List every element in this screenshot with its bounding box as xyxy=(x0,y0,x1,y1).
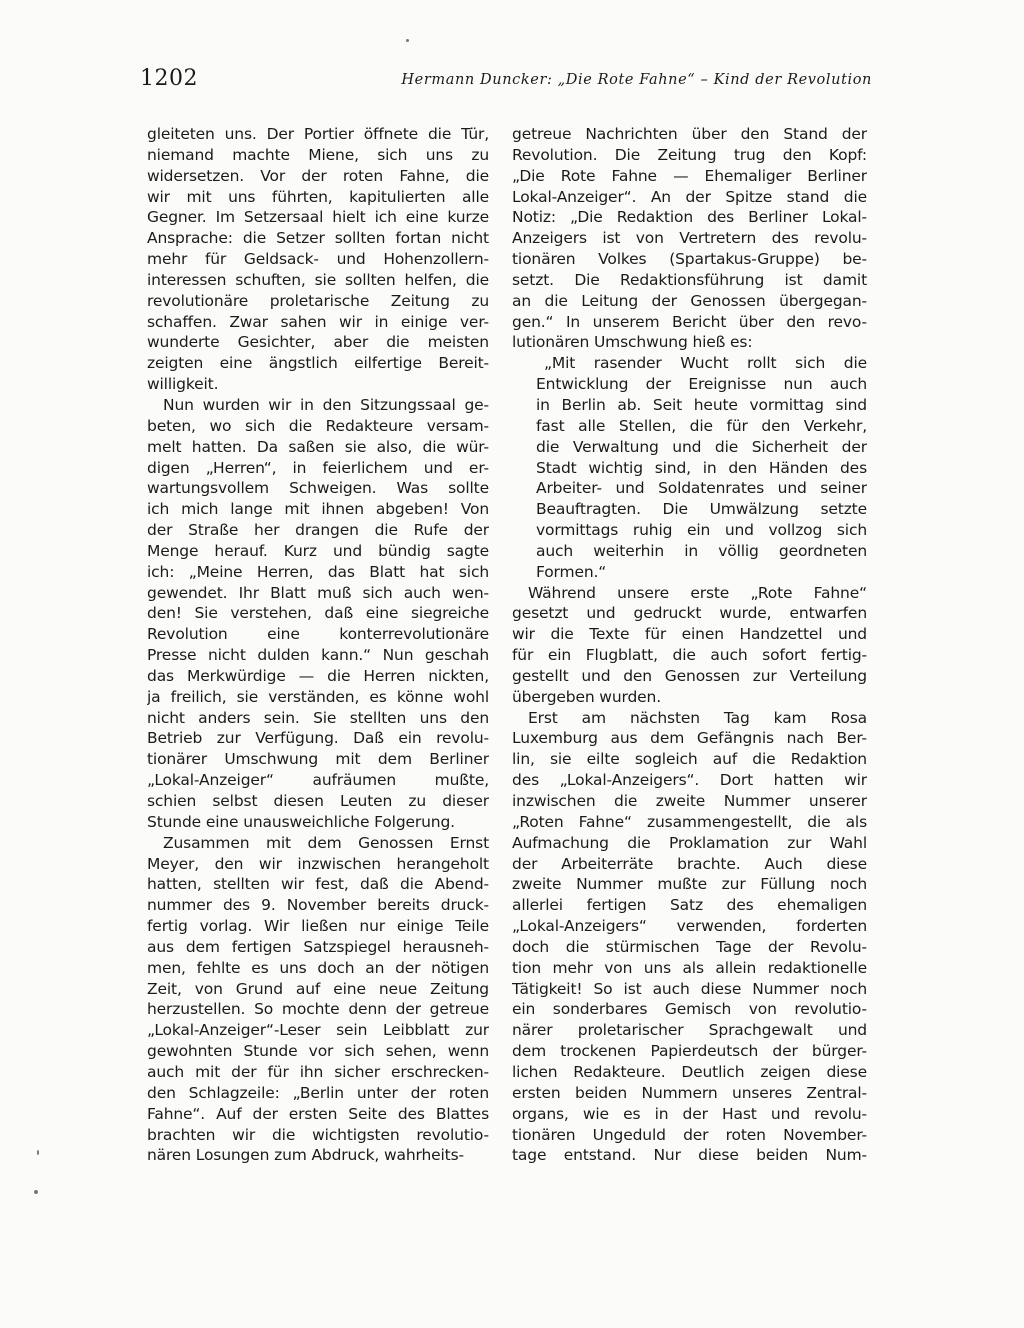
text-line: Während unsere erste „Rote Fahne“ xyxy=(528,583,867,602)
text-line: getreue Nachrichten über den Stand der xyxy=(512,125,867,143)
text-line: revolutionäre proletarische Zeitung zu xyxy=(147,291,489,310)
text-line: herzustellen. So mochte denn der getreue xyxy=(147,1000,489,1019)
text-line: des „Lokal-Anzeigers“. Dort hatten wir xyxy=(512,771,867,790)
text-line: schien selbst diesen Leuten zu dieser xyxy=(147,792,489,810)
text-line: in Berlin ab. Seit heute vormittag sind xyxy=(536,395,867,414)
text-line: widersetzen. Vor der roten Fahne, die xyxy=(147,166,489,185)
text-line: Anzeigers ist von Vertretern des revolu- xyxy=(512,229,867,248)
text-line: hatten, stellten wir fest, daß die Abend- xyxy=(147,875,489,894)
text-line: inzwischen die zweite Nummer unserer xyxy=(512,792,867,810)
page-number: 1202 xyxy=(140,66,198,91)
text-line: lin, sie eilte sogleich auf die Redaktion xyxy=(512,750,867,769)
text-line: setzt. Die Redaktionsführung ist damit xyxy=(512,270,867,289)
text-line: Revolution. Die Zeitung trug den Kopf: xyxy=(512,145,867,164)
text-line: nären Losungen zum Abdruck, wahrheits- xyxy=(147,1146,464,1165)
text-line: Revolution eine konterrevolutionäre xyxy=(147,625,489,644)
text-line: allerlei fertigen Satz des ehemaligen xyxy=(512,896,867,915)
text-line: ein sonderbares Gemisch von revolutio- xyxy=(512,1000,867,1019)
text-line: gewohnten Stunde vor sich sehen, wenn xyxy=(147,1042,489,1061)
scan-speck xyxy=(37,1150,39,1155)
text-line: „Lokal-Anzeiger“-Leser sein Leibblatt zur xyxy=(147,1021,489,1040)
text-line: der Straße her drangen die Rufe der xyxy=(147,521,489,540)
text-line: nummer des 9. November bereits druck- xyxy=(147,896,489,915)
text-line: Nun wurden wir in den Sitzungssaal ge- xyxy=(163,395,489,414)
text-line: ich mich lange mit ihnen abgeben! Von xyxy=(147,500,489,519)
text-line: interessen schuften, sie sollten helfen, die xyxy=(147,270,489,289)
text-column-left xyxy=(147,124,489,1166)
text-line: ja freilich, sie verständen, es könne wohl xyxy=(147,687,489,706)
text-line: mehr für Geldsack- und Hohenzollern- xyxy=(147,250,489,269)
text-line: schaffen. Zwar sahen wir in einige ver- xyxy=(147,312,489,331)
text-line: Stunde eine unausweichliche Folgerung. xyxy=(147,812,455,831)
text-line: fast alle Stellen, die für den Verkehr, xyxy=(536,416,867,435)
text-line: Menge herauf. Kurz und bündig sagte xyxy=(147,541,489,560)
text-line: Gegner. Im Setzersaal hielt ich eine kurze xyxy=(147,208,489,227)
text-line: Betrieb zur Verfügung. Daß ein revolu- xyxy=(147,729,489,748)
text-line: fertig vorlag. Wir ließen nur einige Teile xyxy=(147,917,489,936)
text-line: Zeit, von Grund auf eine neue Zeitung xyxy=(147,979,489,998)
text-line: men, fehlte es uns doch an der nötigen xyxy=(147,958,489,977)
text-line: „Mit rasender Wucht rollt sich die xyxy=(544,354,867,373)
text-line: aus dem fertigen Satzspiegel herausneh- xyxy=(147,937,489,956)
text-line: dem trockenen Papierdeutsch der bürger- xyxy=(512,1042,867,1061)
text-line: lutionären Umschwung hieß es: xyxy=(512,333,753,352)
text-line: Stadt wichtig sind, in den Händen des xyxy=(536,458,867,477)
text-line: „Die Rote Fahne — Ehemaliger Berliner xyxy=(512,166,867,185)
text-line: vormittags ruhig ein und vollzog sich xyxy=(536,521,867,540)
text-line: närer proletarischer Sprachgewalt und xyxy=(512,1021,867,1040)
text-line: auch mit der für ihn sicher erschrecken- xyxy=(147,1062,489,1081)
text-line: „Lokal-Anzeiger“ aufräumen mußte, xyxy=(147,771,489,790)
text-line: gen.“ In unserem Bericht über den revo- xyxy=(512,312,867,331)
text-line: auch weiterhin in völlig geordneten xyxy=(536,541,867,560)
text-line: Lokal-Anzeiger“. An der Spitze stand die xyxy=(512,187,867,206)
running-head: Hermann Duncker: „Die Rote Fahne“ – Kind der Revolution xyxy=(401,72,872,88)
text-line: wartungsvollem Schweigen. Was sollte xyxy=(147,479,489,498)
text-line: melt hatten. Da saßen sie also, die wür- xyxy=(147,437,489,456)
text-line: zweite Nummer mußte zur Füllung noch xyxy=(512,875,867,894)
text-line: gestellt und den Genossen zur Verteilung xyxy=(512,666,867,685)
text-line: wunderte Gesichter, aber die meisten xyxy=(147,333,489,352)
text-line: organs, wie es in der Hast und revolu- xyxy=(512,1104,867,1123)
text-line: Ansprache: die Setzer sollten fortan nicht xyxy=(147,229,489,248)
text-line: nicht anders sein. Sie stellten uns den xyxy=(147,708,489,727)
text-line: Notiz: „Die Redaktion des Berliner Lokal- xyxy=(512,208,867,227)
text-line: Meyer, den wir inzwischen herangeholt xyxy=(147,854,489,873)
text-line: gewendet. Ihr Blatt muß sich auch wen- xyxy=(147,583,489,602)
text-line: wir mit uns führten, kapitulierten alle xyxy=(147,187,489,206)
text-line: „Roten Fahne“ zusammengestellt, die als xyxy=(512,812,867,831)
text-line: digen „Herren“, in feierlichem und er- xyxy=(147,458,489,477)
text-line: gesetzt und gedruckt wurde, entwarfen xyxy=(512,604,867,623)
text-line: übergeben wurden. xyxy=(512,687,661,706)
scan-speck xyxy=(406,39,409,42)
text-line: Presse nicht dulden kann.“ Nun geschah xyxy=(147,646,489,665)
text-line: Tätigkeit! So ist auch diese Nummer noch xyxy=(512,979,867,998)
scan-speck xyxy=(34,1190,38,1194)
text-line: tion mehr von uns als allein redaktionelle xyxy=(512,958,867,977)
text-line: beten, wo sich die Redakteure versam- xyxy=(147,416,489,435)
text-line: ich: „Meine Herren, das Blatt hat sich xyxy=(147,562,489,581)
text-line: den Schlagzeile: „Berlin unter der roten xyxy=(147,1083,489,1102)
text-line: Arbeiter- und Soldatenrates und seiner xyxy=(536,479,867,498)
text-line: Erst am nächsten Tag kam Rosa xyxy=(528,708,867,727)
text-line: den! Sie verstehen, daß eine siegreiche xyxy=(147,604,489,623)
text-line: wir die Texte für einen Handzettel und xyxy=(512,625,867,644)
text-line: tage entstand. Nur diese beiden Num- xyxy=(512,1146,867,1165)
text-line: Fahne“. Auf der ersten Seite des Blattes xyxy=(147,1104,489,1123)
text-column-right xyxy=(512,124,867,1166)
text-line: die Verwaltung und die Sicherheit der xyxy=(536,437,867,456)
text-line: Aufmachung die Proklamation zur Wahl xyxy=(512,833,867,852)
text-line: ersten beiden Nummern unseres Zentral- xyxy=(512,1083,867,1102)
text-line: tionären Ungeduld der roten November- xyxy=(512,1125,867,1144)
text-line: tionären Volkes (Spartakus-Gruppe) be- xyxy=(512,250,867,269)
text-line: lichen Redakteure. Deutlich zeigen diese xyxy=(512,1062,867,1081)
text-line: doch die stürmischen Tage der Revolu- xyxy=(512,937,867,956)
text-line: Formen.“ xyxy=(536,562,607,581)
text-line: niemand machte Miene, sich uns zu xyxy=(147,145,489,164)
text-line: Beauftragten. Die Umwälzung setzte xyxy=(536,500,867,519)
text-line: an die Leitung der Genossen übergegan- xyxy=(512,291,867,310)
text-line: das Merkwürdige — die Herren nickten, xyxy=(147,666,489,685)
text-line: Zusammen mit dem Genossen Ernst xyxy=(163,833,489,852)
text-line: zeigten eine ängstlich eilfertige Bereit- xyxy=(147,354,489,373)
text-line: für ein Flugblatt, die auch sofort fertig- xyxy=(512,646,867,665)
text-line: Luxemburg aus dem Gefängnis nach Ber- xyxy=(512,729,867,748)
text-line: gleiteten uns. Der Portier öffnete die Tür, xyxy=(147,125,489,143)
text-line: „Lokal-Anzeigers“ verwenden, forderten xyxy=(512,917,867,936)
text-line: brachten wir die wichtigsten revolutio- xyxy=(147,1125,489,1144)
text-line: der Arbeiterräte brachte. Auch diese xyxy=(512,854,867,873)
text-line: tionärer Umschwung mit dem Berliner xyxy=(147,750,489,769)
text-line: willigkeit. xyxy=(147,375,219,394)
text-line: Entwicklung der Ereignisse nun auch xyxy=(536,375,867,394)
